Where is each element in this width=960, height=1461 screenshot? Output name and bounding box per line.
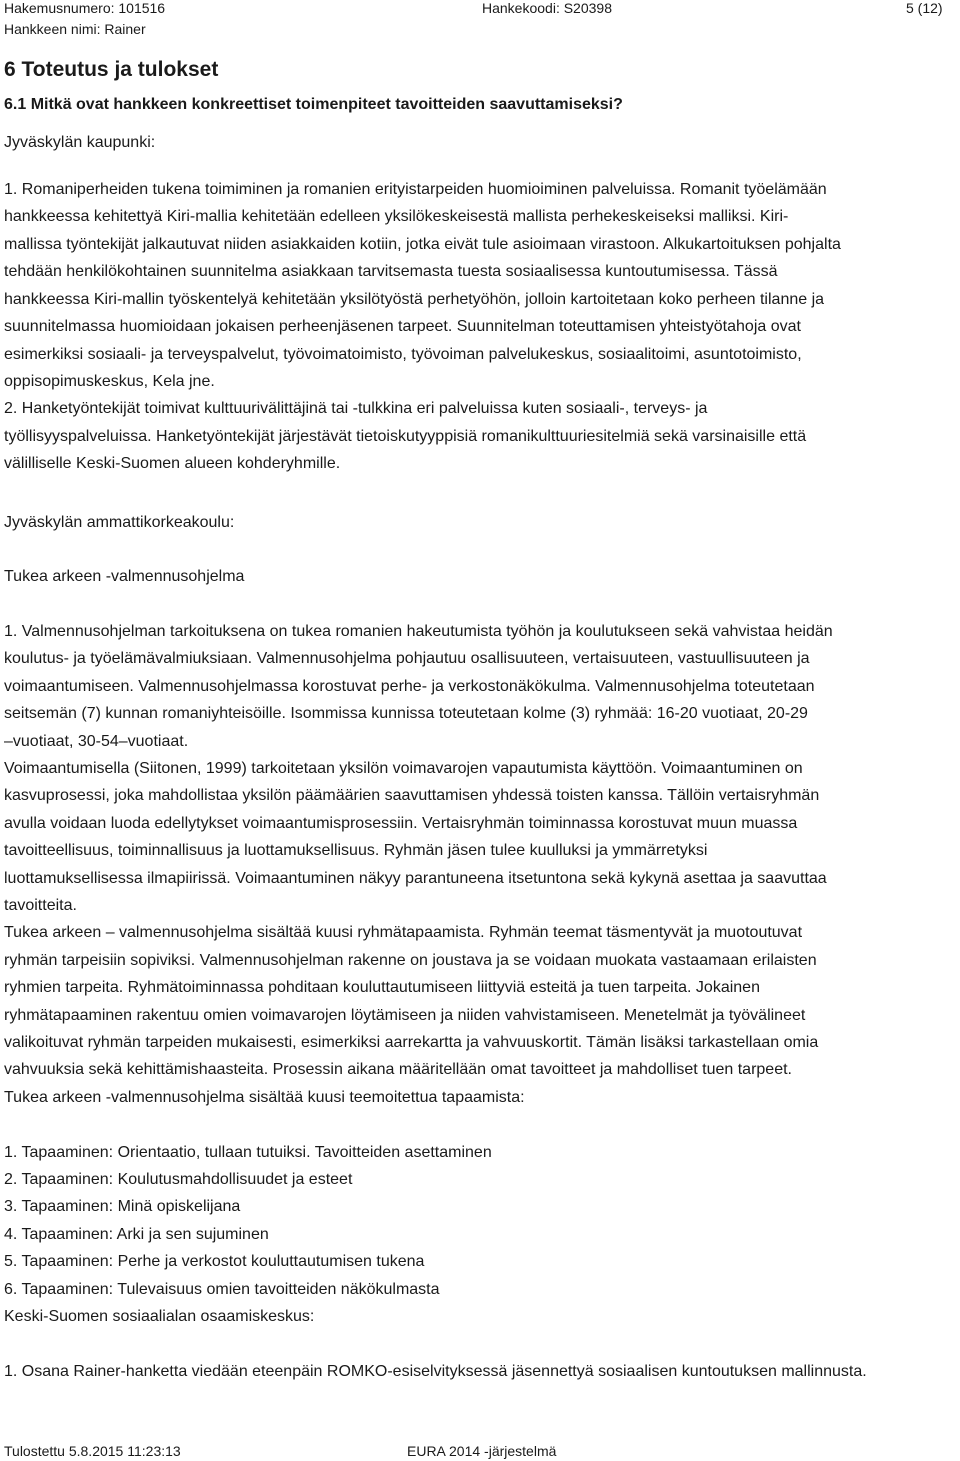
text-line: valikoituvat ryhmän tarpeiden mukaisesti, esimerkiksi aarrekartta ja vahvuuskortit. Tämän lisäksi tarkastellaan omia [4,1034,819,1051]
text-line: voimaantumiseen. Valmennusohjelmassa korostuvat perhe- ja verkostonäkökulma. Valmennusohjelma toteutetaan [4,678,815,695]
text-line: hankkeessa kehitettyä Kiri-mallia kehitetään edelleen yksilökeskeisestä mallista perhekeskeiseksi malliksi. Kiri- [4,208,789,225]
system-name: EURA 2014 -järjestelmä [407,1443,557,1459]
text-line: Voimaantumisella (Siitonen, 1999) tarkoitetaan yksilön voimavarojen vapautumista käyttöön. Voimaantuminen on [4,760,803,777]
printed-timestamp: Tulostettu 5.8.2015 11:23:13 [4,1443,181,1459]
text-line: 1. Romaniperheiden tukena toimiminen ja romanien erityistarpeiden huomioiminen palveluissa. Romanit työelämään [4,181,827,198]
text-line: Tukea arkeen -valmennusohjelma sisältää kuusi teemoitettua tapaamista: [4,1089,525,1106]
subheading: 1. Osana Rainer-hanketta viedään eteenpäin ROMKO-esiselvityksessä jäsennettyä sosiaalisen kuntoutuksen mallinnusta. [4,1363,867,1380]
text-line: 2. Hanketyöntekijät toimivat kulttuurivälittäjinä tai -tulkkina eri palveluissa kuten sosiaali-, terveys- ja [4,400,708,417]
project-name: Hankkeen nimi: Rainer [4,21,146,37]
subheading: Tukea arkeen -valmennusohjelma [4,568,245,585]
list-item: Keski-Suomen sosiaalialan osaamiskeskus: [4,1308,315,1325]
text-line: tehdään henkilökohtainen suunnitelma asiakkaan tarvitsemasta tuesta sosiaalisessa kuntoutumisessa. Tässä [4,263,778,280]
subheading: Jyväskylän kaupunki: [4,134,156,151]
text-line: tavoitteita. [4,897,77,914]
project-code: Hankekoodi: S20398 [482,0,612,16]
text-line: ryhmän tarpeisiin sopiviksi. Valmennusohjelman rakenne on joustava ja se voidaan muokata vastaamaan erilaisten [4,952,817,969]
text-line: tavoitteellisuus, toiminnallisuus ja luottamuksellisuus. Ryhmän jäsen tulee kuulluksi ja ymmärretyksi [4,842,708,859]
text-line: oppisopimuskeskus, Kela jne. [4,373,215,390]
text-line: hankkeessa Kiri-mallin työskentelyä kehitetään yksilötyöstä perhetyöhön, jolloin kartoitetaan koko perheen tilanne ja [4,291,825,308]
text-line: välilliselle Keski-Suomen alueen kohderyhmille. [4,455,341,472]
subheading: 1. Tapaaminen: Orientaatio, tullaan tutuiksi. Tavoitteiden asettaminen [4,1144,492,1161]
list-item: 5. Tapaaminen: Perhe ja verkostot kouluttautumisen tukena [4,1253,425,1270]
text-line: suunnitelmassa huomioidaan jokaisen perheenjäsenen tarpeet. Suunnitelman toteuttamisen yhteistyötahoja ovat [4,318,801,335]
text-line: ryhmätapaaminen rakentuu omien voimavarojen löytämiseen ja niiden vahvistamiseen. Menetelmät ja työvälineet [4,1007,806,1024]
text-line: mallissa työntekijät jalkautuvat niiden asiakkaiden kotiin, jotka eivät tule asioimaan virastoon. Alkukartoituksen pohjalta [4,236,841,253]
list-item: 2. Tapaaminen: Koulutusmahdollisuudet ja esteet [4,1171,353,1188]
text-line: kasvuprosessi, joka mahdollistaa yksilön päämäärien saavuttamisen yhdessä toisten kanssa. Tällöin vertaisryhmän [4,787,820,804]
text-line: luottamuksellisessa ilmapiirissä. Voimaantuminen näkyy parantuneena itsetuntona sekä kykynä asettaa ja saavuttaa [4,870,827,887]
text-line: vahvuuksia sekä kehittämishaasteita. Prosessin aikana määritellään omat tavoitteet ja mahdolliset tuen tarpeet. [4,1061,792,1078]
text-line: työllisyyspalveluissa. Hanketyöntekijät järjestävät tietoiskutyyppisiä romanikulttuuriesitelmiä sekä varsinaisille että [4,428,807,445]
list-item: 6. Tapaaminen: Tulevaisuus omien tavoitteiden näkökulmasta [4,1281,440,1298]
text-line: koulutus- ja työelämävalmiuksiaan. Valmennusohjelma pohjautuu osallisuuteen, vertaisuuteen, vastuullisuuteen ja [4,650,810,667]
text-line: –vuotiaat, 30-54–vuotiaat. [4,733,189,750]
list-item: 4. Tapaaminen: Arki ja sen sujuminen [4,1226,269,1243]
text-line: Tukea arkeen – valmennusohjelma sisältää kuusi ryhmätapaamista. Ryhmän teemat täsmentyvät ja muotoutuvat [4,924,803,941]
text-line: esimerkiksi sosiaali- ja terveyspalvelut, työvoimatoimisto, työvoiman palvelukeskus, sosiaalitoimi, asuntotoimisto, [4,346,802,363]
text-line: avulla voidaan luoda edellytykset voimaantumisprosessiin. Vertaisryhmän toiminnassa korostuvat muun muassa [4,815,798,832]
section-title: 6 Toteutus ja tulokset [4,58,219,81]
text-line: ryhmien tarpeita. Ryhmätoiminnassa pohditaan kouluttautumiseen liittyviä esteitä ja tuen tarpeita. Jokainen [4,979,760,996]
text-line: seitsemän (7) kunnan romaniyhteisöille. Isommissa kunnissa toteutetaan kolme (3) ryhmää: 16-20 vuotiaat, 20-29 [4,705,808,722]
application-number: Hakemusnumero: 101516 [4,0,166,16]
list-item: 3. Tapaaminen: Minä opiskelijana [4,1198,241,1215]
page-number: 5 (12) [906,0,943,16]
subheading: Jyväskylän ammattikorkeakoulu: [4,514,235,531]
text-line: 1. Valmennusohjelman tarkoituksena on tukea romanien hakeutumista työhön ja koulutukseen sekä vahvistaa heidän [4,623,833,640]
section-question: 6.1 Mitkä ovat hankkeen konkreettiset toimenpiteet tavoitteiden saavuttamiseksi? [4,96,623,113]
